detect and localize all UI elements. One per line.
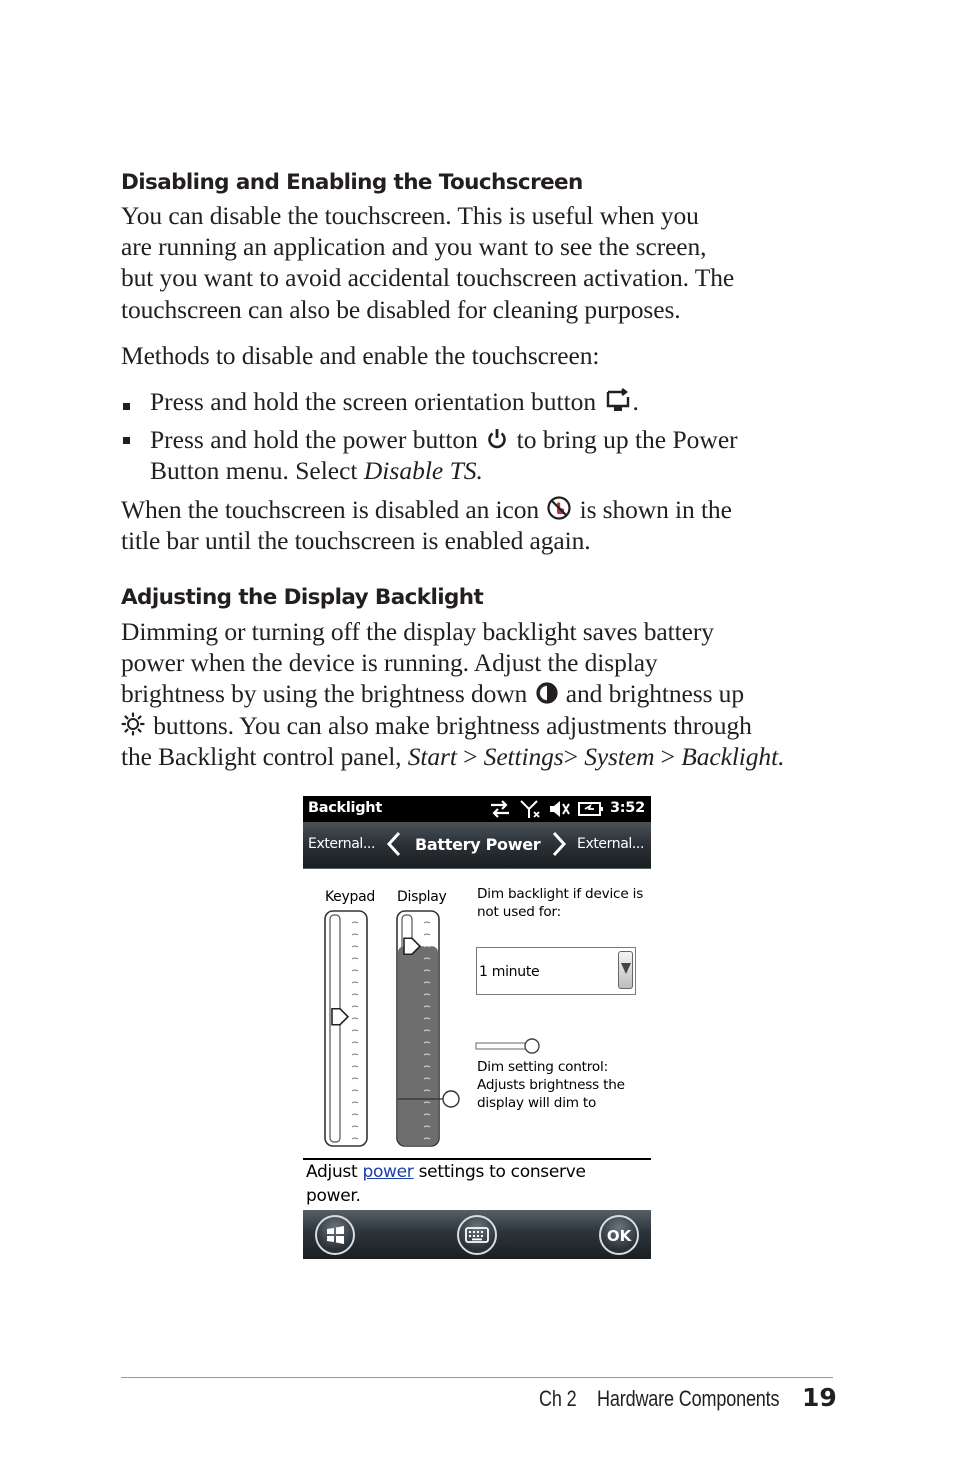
battery-charging-icon — [577, 799, 605, 823]
power-source-tabs — [303, 822, 651, 869]
text-line: When the touchscreen is disabled an icon — [121, 495, 540, 524]
section-heading-touchscreen: Disabling and Enabling the Touchscreen — [121, 170, 583, 195]
ok-label: OK — [606, 1227, 632, 1245]
text-line: Dim backlight if device is — [477, 886, 644, 902]
text-line: and brightness up — [565, 679, 744, 709]
text-line: Dimming or turning off the display backlight saves battery — [121, 617, 714, 646]
dropdown-arrow-icon[interactable] — [618, 951, 633, 989]
windows-logo-icon — [317, 1217, 353, 1253]
power-link[interactable]: power — [362, 1162, 414, 1182]
bullet-marker — [123, 403, 130, 410]
start-button[interactable] — [315, 1215, 355, 1255]
text-line: display will dim to — [477, 1095, 597, 1111]
brightness-down-icon — [536, 682, 558, 704]
disable-ts-option: Disable TS. — [363, 456, 483, 486]
signal-off-icon — [519, 799, 541, 823]
power-settings-note — [306, 1160, 646, 1208]
power-icon — [486, 428, 508, 450]
path-settings: Settings — [483, 741, 564, 771]
keyboard-icon — [459, 1217, 495, 1253]
brightness-up-icon — [121, 712, 145, 736]
text-line: touchscreen can also be disabled for cleaning purposes. — [121, 294, 681, 324]
keyboard-button[interactable] — [457, 1215, 497, 1255]
bullet-text: Button menu. Select — [150, 456, 358, 486]
bullet-text: Press and hold the screen orientation button — [150, 387, 597, 416]
note-text: settings to conserve — [418, 1162, 586, 1182]
text-line: You can disable the touchscreen. This is useful when you — [121, 201, 699, 230]
chapter-title: Hardware Components — [597, 1386, 780, 1411]
chevron-right-icon[interactable] — [550, 830, 568, 862]
dim-setting-slider[interactable] — [475, 1038, 545, 1056]
touch-disabled-icon — [547, 496, 571, 520]
dim-timeout-value: 1 minute — [479, 964, 540, 980]
bullet-text: Press and hold the power button — [150, 425, 478, 454]
bullet-orientation — [150, 386, 840, 417]
device-title-bar — [303, 796, 651, 822]
text-line: are running an application and you want to see the screen, — [121, 232, 707, 262]
text-line: Adjusts brightness the — [477, 1077, 625, 1093]
note-text: Adjust — [306, 1162, 358, 1182]
backlight-paragraph — [121, 616, 833, 772]
path-separator: > — [563, 741, 585, 771]
section-heading-backlight: Adjusting the Display Backlight — [121, 585, 484, 610]
display-level-fill — [398, 946, 438, 1145]
dim-control-description — [477, 1058, 651, 1112]
screen-orientation-icon — [605, 388, 631, 412]
text-line: the Backlight control panel, — [121, 741, 402, 771]
bullet-power — [150, 424, 840, 486]
data-sync-icon — [489, 799, 511, 823]
display-label: Display — [397, 889, 447, 905]
device-taskbar — [303, 1210, 651, 1259]
backlight-screenshot — [303, 796, 651, 1259]
keypad-slider[interactable] — [325, 911, 367, 1146]
methods-intro: Methods to disable and enable the touchscreen: — [121, 341, 600, 370]
chapter-number: Ch 2 — [539, 1386, 577, 1411]
text-line: brightness by using the brightness down — [121, 679, 528, 709]
footer-rule — [121, 1377, 833, 1378]
page-number: 19 — [802, 1383, 837, 1412]
ok-button[interactable] — [599, 1215, 639, 1255]
path-system: System — [584, 741, 655, 771]
dim-level-knob — [443, 1091, 459, 1107]
volume-muted-icon — [548, 799, 572, 823]
tab-battery-power[interactable]: Battery Power — [415, 835, 541, 854]
window-title: Backlight — [308, 800, 382, 816]
text-line: not used for: — [477, 904, 562, 920]
keypad-label: Keypad — [325, 889, 375, 905]
touchscreen-paragraph — [121, 200, 833, 325]
text-line: buttons. You can also make brightness adjustments through — [153, 710, 752, 740]
clock: 3:52 — [610, 800, 645, 816]
bullet-text: to bring up the Power — [516, 425, 738, 454]
path-separator: > — [456, 741, 484, 771]
text-line: power when the device is running. Adjust the display — [121, 648, 658, 678]
text-line: Dim setting control: — [477, 1059, 608, 1075]
bullet-period: . — [632, 387, 639, 416]
brightness-sliders — [303, 906, 473, 1151]
chevron-left-icon[interactable] — [385, 830, 403, 862]
dim-backlight-label — [477, 885, 651, 921]
tab-external-right[interactable]: External... — [577, 836, 645, 852]
path-backlight: Backlight. — [681, 741, 785, 771]
dim-timeout-select[interactable] — [476, 947, 636, 995]
text-line: is shown in the — [579, 495, 732, 524]
bullet-marker — [123, 437, 130, 444]
text-line: title bar until the touchscreen is enabled again. — [121, 526, 591, 556]
disabled-icon-paragraph — [121, 494, 833, 556]
path-start: Start — [407, 741, 457, 771]
display-slider[interactable] — [397, 911, 459, 1146]
path-separator: > — [654, 741, 682, 771]
note-text: power. — [306, 1186, 361, 1206]
text-line: but you want to avoid accidental touchscreen activation. The — [121, 263, 735, 293]
tab-external-left[interactable]: External... — [308, 836, 376, 852]
